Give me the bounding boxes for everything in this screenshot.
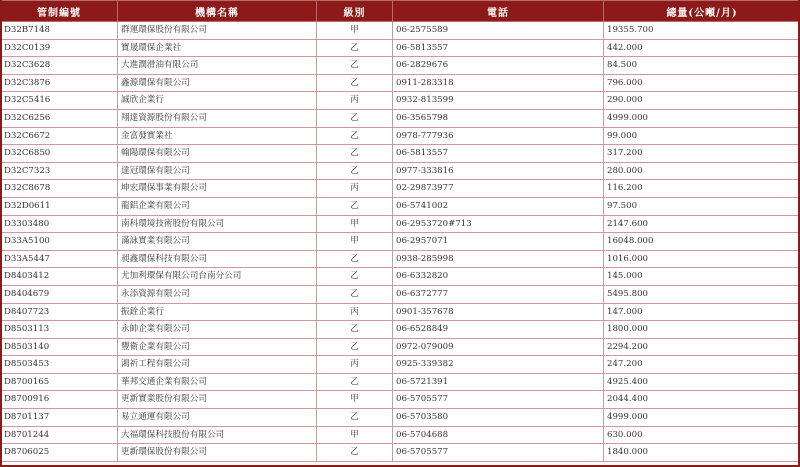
cell-organization-name: 更新實業股份有限公司: [118, 391, 317, 409]
frame-left-edge: [0, 0, 2, 467]
cell-phone: 0932-813599: [393, 92, 604, 110]
cell-total-volume: 630.000: [604, 426, 800, 444]
cell-control-number: D3303480: [1, 215, 118, 233]
cell-control-number: D8503113: [1, 321, 118, 339]
cell-level: 乙: [317, 268, 393, 286]
cell-organization-name: 達冠環保有限公司: [118, 162, 317, 180]
cell-phone: 0901-357678: [393, 303, 604, 321]
cell-control-number: D32C3628: [1, 57, 118, 75]
cell-phone: 0972-079009: [393, 338, 604, 356]
cell-total-volume: 1016.000: [604, 250, 800, 268]
cell-phone: 06-5704688: [393, 426, 604, 444]
cell-control-number: D32B7148: [1, 22, 118, 40]
cell-phone: 06-2575589: [393, 22, 604, 40]
cell-total-volume: 796.000: [604, 74, 800, 92]
cell-control-number: D8700165: [1, 373, 118, 391]
cell-phone: 06-2953720#713: [393, 215, 604, 233]
cell-control-number: D32C7323: [1, 162, 118, 180]
cell-control-number: D8404679: [1, 285, 118, 303]
cell-control-number: D32C6850: [1, 145, 118, 163]
cell-phone: 0977-333816: [393, 162, 604, 180]
cell-organization-name: 鑫源環保有限公司: [118, 74, 317, 92]
cell-organization-name: 永添資源有限公司: [118, 285, 317, 303]
cell-level: 乙: [317, 250, 393, 268]
cell-phone: 0978-777936: [393, 127, 604, 145]
table-row: [1, 39, 800, 57]
header-total-volume: 總量(公噸/月): [604, 1, 800, 22]
cell-total-volume: 2294.200: [604, 338, 800, 356]
cell-phone: 06-6372777: [393, 285, 604, 303]
cell-total-volume: 1800.000: [604, 321, 800, 339]
cell-phone: 02-29873977: [393, 180, 604, 198]
cell-level: 乙: [317, 127, 393, 145]
cell-phone: 0911-283318: [393, 74, 604, 92]
cell-total-volume: 4999.000: [604, 409, 800, 427]
cell-phone: 06-5813557: [393, 145, 604, 163]
table-row: [1, 321, 800, 339]
cell-phone: 06-2957071: [393, 233, 604, 251]
cell-organization-name: 易立通運有限公司: [118, 409, 317, 427]
cell-organization-name: 南科環境技術股份有限公司: [118, 215, 317, 233]
cell-control-number: D32C6256: [1, 109, 118, 127]
cell-level: 乙: [317, 39, 393, 57]
cell-level: 乙: [317, 338, 393, 356]
cell-control-number: D32C8678: [1, 180, 118, 198]
cell-organization-name: 坤宏環保事業有限公司: [118, 180, 317, 198]
table-row: [1, 22, 800, 40]
cell-control-number: D32C3876: [1, 74, 118, 92]
table-row: [1, 57, 800, 75]
cell-phone: 06-5813557: [393, 39, 604, 57]
cell-level: 乙: [317, 373, 393, 391]
cell-control-number: D33A5447: [1, 250, 118, 268]
table-row: [1, 285, 800, 303]
cell-organization-name: 振銓企業行: [118, 303, 317, 321]
cell-organization-name: 翰陽環保有限公司: [118, 145, 317, 163]
cell-phone: 06-6528849: [393, 321, 604, 339]
cell-phone: 06-2829676: [393, 57, 604, 75]
cell-control-number: D32D0611: [1, 197, 118, 215]
cell-level: 乙: [317, 285, 393, 303]
cell-control-number: D8403412: [1, 268, 118, 286]
cell-organization-name: 鴻祈工程有限公司: [118, 356, 317, 374]
cell-level: 甲: [317, 22, 393, 40]
cell-level: 乙: [317, 197, 393, 215]
cell-level: 丙: [317, 180, 393, 198]
header-control-number: 管制編號: [1, 1, 118, 22]
cell-level: 乙: [317, 409, 393, 427]
cell-organization-name: 金富發實業社: [118, 127, 317, 145]
cell-total-volume: 99.000: [604, 127, 800, 145]
table-row: [1, 409, 800, 427]
header-level: 級別: [317, 1, 393, 22]
cell-organization-name: 誠欣企業行: [118, 92, 317, 110]
cell-total-volume: 116.200: [604, 180, 800, 198]
cell-total-volume: 147.000: [604, 303, 800, 321]
cell-organization-name: 永帥企業有限公司: [118, 321, 317, 339]
cell-level: 乙: [317, 57, 393, 75]
table-row: [1, 197, 800, 215]
header-organization-name: 機構名稱: [118, 1, 317, 22]
cell-total-volume: 290.000: [604, 92, 800, 110]
table-row: [1, 145, 800, 163]
table-row: [1, 162, 800, 180]
cell-total-volume: 317.200: [604, 145, 800, 163]
cell-control-number: D32C5416: [1, 92, 118, 110]
cell-total-volume: 4999.000: [604, 109, 800, 127]
cell-phone: 0938-285998: [393, 250, 604, 268]
cell-control-number: D8503140: [1, 338, 118, 356]
cell-organization-name: 豐衛企業有限公司: [118, 338, 317, 356]
cell-organization-name: 更新環保股份有限公司: [118, 444, 317, 462]
cell-level: 乙: [317, 321, 393, 339]
cell-organization-name: 華邦交通企業有限公司: [118, 373, 317, 391]
cell-phone: 06-5705577: [393, 444, 604, 462]
cell-level: 乙: [317, 444, 393, 462]
cell-total-volume: 4925.400: [604, 373, 800, 391]
cell-level: 丙: [317, 92, 393, 110]
table-row: [1, 233, 800, 251]
cell-phone: 0925-339382: [393, 356, 604, 374]
header-row: [1, 1, 800, 22]
cell-level: 甲: [317, 233, 393, 251]
cell-total-volume: 84.500: [604, 57, 800, 75]
cell-control-number: D8701137: [1, 409, 118, 427]
table-row: [1, 338, 800, 356]
cell-level: 甲: [317, 391, 393, 409]
cell-level: 乙: [317, 109, 393, 127]
cell-phone: 06-3565798: [393, 109, 604, 127]
cell-level: 丙: [317, 303, 393, 321]
table-row: [1, 391, 800, 409]
cell-total-volume: 19355.700: [604, 22, 800, 40]
table-row: [1, 127, 800, 145]
cell-level: 甲: [317, 426, 393, 444]
cell-total-volume: 280.000: [604, 162, 800, 180]
table-row: [1, 250, 800, 268]
cell-phone: 06-6332820: [393, 268, 604, 286]
cell-phone: 06-5741002: [393, 197, 604, 215]
cell-organization-name: 大進潤滑油有限公司: [118, 57, 317, 75]
cell-control-number: D8700916: [1, 391, 118, 409]
cell-total-volume: 145.000: [604, 268, 800, 286]
table-body: [1, 22, 800, 462]
cell-control-number: D8706025: [1, 444, 118, 462]
cell-phone: 06-5705577: [393, 391, 604, 409]
cell-control-number: D8701244: [1, 426, 118, 444]
cell-level: 乙: [317, 162, 393, 180]
table-row: [1, 444, 800, 462]
cell-level: 甲: [317, 215, 393, 233]
cell-control-number: D32C0139: [1, 39, 118, 57]
table-row: [1, 373, 800, 391]
cell-organization-name: 滿詠實業有限公司: [118, 233, 317, 251]
cell-organization-name: 翔達資源股份有限公司: [118, 109, 317, 127]
cell-organization-name: 群運環保股份有限公司: [118, 22, 317, 40]
cell-organization-name: 寶晟環保企業社: [118, 39, 317, 57]
cell-organization-name: 昶鑫環保科技有限公司: [118, 250, 317, 268]
table-row: [1, 303, 800, 321]
table-row: [1, 356, 800, 374]
cell-level: 乙: [317, 74, 393, 92]
table-header: [1, 1, 800, 22]
cell-phone: 06-5703580: [393, 409, 604, 427]
cell-level: 丙: [317, 356, 393, 374]
cell-total-volume: 16048.000: [604, 233, 800, 251]
cell-total-volume: 5495.800: [604, 285, 800, 303]
cell-phone: 06-5721391: [393, 373, 604, 391]
table-row: [1, 215, 800, 233]
cell-control-number: D33A5100: [1, 233, 118, 251]
table-row: [1, 268, 800, 286]
cell-organization-name: 龍鋁企業有限公司: [118, 197, 317, 215]
cell-total-volume: 2147.600: [604, 215, 800, 233]
cell-level: 乙: [317, 145, 393, 163]
cell-control-number: D8503453: [1, 356, 118, 374]
cell-total-volume: 247.200: [604, 356, 800, 374]
table-row: [1, 180, 800, 198]
cell-total-volume: 1840.000: [604, 444, 800, 462]
table-row: [1, 92, 800, 110]
header-phone: 電話: [393, 1, 604, 22]
cell-total-volume: 2044.400: [604, 391, 800, 409]
table-row: [1, 74, 800, 92]
cell-control-number: D32C6672: [1, 127, 118, 145]
cell-total-volume: 97.500: [604, 197, 800, 215]
cell-organization-name: 尤加利環保有限公司台南分公司: [118, 268, 317, 286]
table-row: [1, 426, 800, 444]
cell-control-number: D8407723: [1, 303, 118, 321]
table-row: [1, 109, 800, 127]
cell-organization-name: 大福環保科技股份有限公司: [118, 426, 317, 444]
cell-total-volume: 442.000: [604, 39, 800, 57]
